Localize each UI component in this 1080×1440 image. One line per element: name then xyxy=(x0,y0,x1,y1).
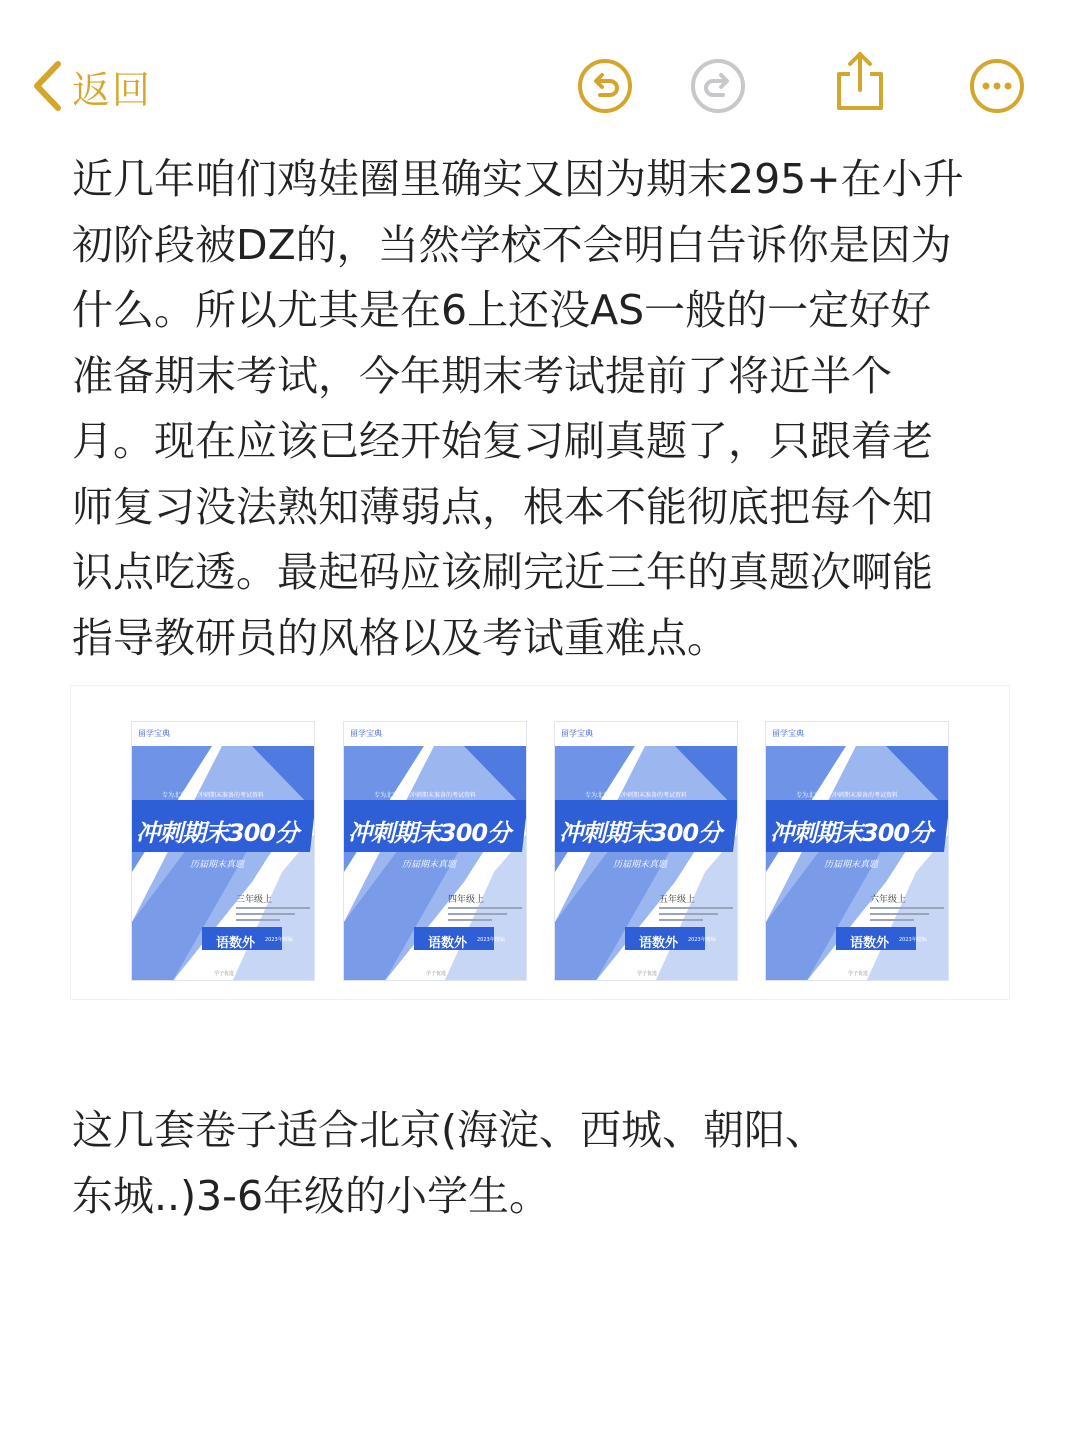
cover-subjects: 语数外 xyxy=(428,936,468,951)
more-icon xyxy=(968,57,1026,119)
note-paragraph-1[interactable] xyxy=(72,147,1022,671)
text-line: 什么。所以尤其是在6上还没AS一般的一定好好 xyxy=(72,286,932,334)
undo-button[interactable] xyxy=(575,58,635,118)
more-button[interactable] xyxy=(967,58,1027,118)
text-line: 月。现在应该已经开始复习刷真题了，只跟着老 xyxy=(72,417,933,465)
cover-publisher: 学子优选 xyxy=(848,971,869,977)
text-line: 准备期末考试，今年期末考试提前了将近半个 xyxy=(72,351,892,400)
book-cover xyxy=(131,721,315,981)
cover-tagline: 专为北京学生冲刺期末准备的考试资料 xyxy=(374,792,477,799)
cover-grade: 五年级上 xyxy=(659,895,696,905)
cover-description xyxy=(448,907,522,929)
back-button[interactable] xyxy=(30,56,152,116)
undo-icon xyxy=(576,57,634,119)
book-cover xyxy=(554,721,738,981)
cover-description xyxy=(659,907,733,929)
cover-tagline: 专为北京学生冲刺期末准备的考试资料 xyxy=(585,792,688,799)
cover-grade: 四年级上 xyxy=(448,895,485,905)
back-label: 返回 xyxy=(72,67,153,112)
cover-tagline: 专为北京学生冲刺期末准备的考试资料 xyxy=(796,792,899,799)
text-line: 师复习没法熟知薄弱点，根本不能彻底把每个知 xyxy=(72,482,933,531)
cover-title: 冲刺期末300分 xyxy=(348,819,511,847)
cover-subjects: 语数外 xyxy=(216,936,256,951)
cover-logo: 留学宝典 xyxy=(561,729,593,738)
redo-icon xyxy=(689,57,747,119)
cover-title: 冲刺期末300分 xyxy=(136,819,299,847)
cover-publisher: 学子优选 xyxy=(214,971,235,977)
cover-subjects: 语数外 xyxy=(850,936,890,951)
book-cover xyxy=(343,721,527,981)
toolbar xyxy=(0,0,1080,170)
cover-subjects: 语数外 xyxy=(639,936,679,951)
cover-title: 冲刺期末300分 xyxy=(559,819,722,847)
text-line: 指导教研员的风格以及考试重难点。 xyxy=(72,613,728,662)
note-paragraph-2[interactable] xyxy=(72,1098,1022,1229)
chevron-left-icon xyxy=(30,60,64,112)
text-line: 识点吃透。最起码应该刷完近三年的真题次啊能 xyxy=(72,548,933,596)
cover-subtitle: 历届期末真题 xyxy=(613,860,668,870)
cover-logo: 留学宝典 xyxy=(350,729,382,738)
cover-grade: 六年级上 xyxy=(870,895,907,905)
cover-edition: 2023年精编 xyxy=(688,937,716,943)
cover-tagline: 专为北京学生冲刺期末准备的考试资料 xyxy=(162,792,265,799)
text-line: 这几套卷子适合北京(海淀、西城、朝阳、 xyxy=(72,1106,826,1154)
cover-subtitle: 历届期末真题 xyxy=(824,860,879,870)
text-line: 初阶段被DZ的，当然学校不会明白告诉你是因为 xyxy=(72,220,952,269)
cover-logo: 留学宝典 xyxy=(138,729,170,738)
cover-publisher: 学子优选 xyxy=(637,971,658,977)
cover-description xyxy=(870,907,944,929)
cover-subtitle: 历届期末真题 xyxy=(190,860,245,870)
share-button[interactable] xyxy=(830,52,890,116)
cover-logo: 留学宝典 xyxy=(772,729,804,738)
share-icon xyxy=(832,50,888,118)
embedded-image[interactable] xyxy=(70,685,1010,1000)
cover-publisher: 学子优选 xyxy=(426,971,447,977)
cover-edition: 2023年精编 xyxy=(899,937,927,943)
redo-button[interactable] xyxy=(688,58,748,118)
cover-grade: 三年级上 xyxy=(236,895,273,905)
text-line: 近几年咱们鸡娃圈里确实又因为期末295+在小升 xyxy=(72,155,964,203)
cover-title: 冲刺期末300分 xyxy=(770,819,933,847)
book-cover xyxy=(765,721,949,981)
text-line: 东城..)3-6年级的小学生。 xyxy=(72,1171,551,1220)
cover-description xyxy=(236,907,310,929)
cover-edition: 2023年精编 xyxy=(477,937,505,943)
cover-subtitle: 历届期末真题 xyxy=(402,860,457,870)
cover-edition: 2023年精编 xyxy=(265,937,293,943)
